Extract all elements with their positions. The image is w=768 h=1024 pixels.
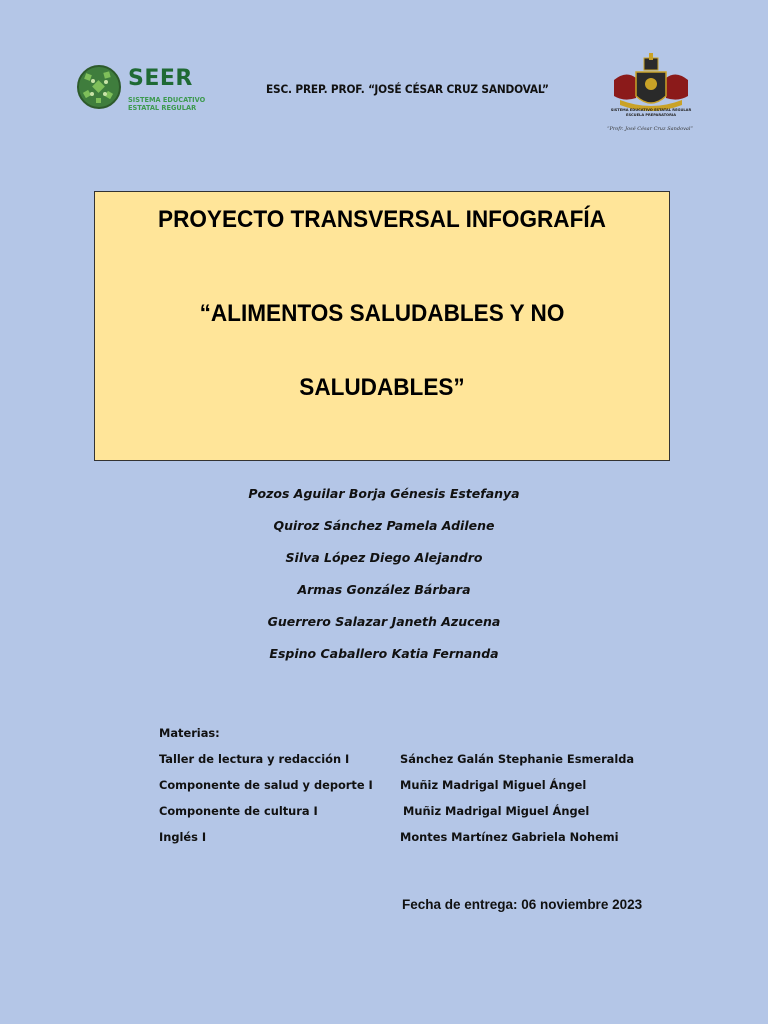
subject-name: Inglés I xyxy=(159,830,207,844)
author-name: Espino Caballero Katia Fernanda xyxy=(269,646,499,661)
author-name: Armas González Bárbara xyxy=(297,582,471,597)
teacher-name: Sánchez Galán Stephanie Esmeralda xyxy=(400,752,635,766)
crest-signature: “Profr. José César Cruz Sandoval” xyxy=(606,126,694,132)
seer-subtitle-line2: ESTATAL REGULAR xyxy=(128,104,197,112)
authors-list xyxy=(0,484,768,676)
teacher-name: Montes Martínez Gabriela Nohemi xyxy=(400,830,619,844)
seer-subtitle xyxy=(128,96,205,112)
teacher-name: Muñiz Madrigal Miguel Ángel xyxy=(403,804,590,818)
crest-caption-line1: SISTEMA EDUCATIVO ESTATAL REGULAR xyxy=(610,108,692,112)
seer-logo xyxy=(76,64,206,116)
title-box xyxy=(94,191,670,461)
subject-row xyxy=(159,804,590,830)
author-name: Silva López Diego Alejandro xyxy=(285,550,483,565)
title-line-3: SALUDABLES” xyxy=(299,374,465,401)
teacher-name: Muñiz Madrigal Miguel Ángel xyxy=(400,778,587,792)
subjects-section xyxy=(159,726,635,856)
author-name: Pozos Aguilar Borja Génesis Estefanya xyxy=(248,486,520,501)
author-name: Guerrero Salazar Janeth Azucena xyxy=(267,614,501,629)
seer-subtitle-line1: SISTEMA EDUCATIVO xyxy=(128,96,206,104)
subject-name: Componente de cultura I xyxy=(159,804,318,818)
subject-row xyxy=(159,830,619,856)
crest-caption xyxy=(604,108,698,118)
subject-name: Componente de salud y deporte I xyxy=(159,778,373,792)
seer-wordmark: SEER xyxy=(128,66,193,91)
school-name: ESC. PREP. PROF. “JOSÉ CÉSAR CRUZ SANDOVAL” xyxy=(266,82,549,96)
subject-row xyxy=(159,752,635,778)
crest-caption-line2: ESCUELA PREPARATORIA xyxy=(626,113,676,117)
subject-name: Taller de lectura y redacción I xyxy=(159,752,350,766)
seer-emblem-icon xyxy=(76,64,122,110)
author-name: Quiroz Sánchez Pamela Adilene xyxy=(273,518,495,533)
subjects-label: Materias: xyxy=(159,726,220,740)
subject-row xyxy=(159,778,587,804)
title-line-1: PROYECTO TRANSVERSAL INFOGRAFÍA xyxy=(158,206,606,233)
title-line-2: “ALIMENTOS SALUDABLES Y NO xyxy=(199,300,565,327)
delivery-date: Fecha de entrega: 06 noviembre 2023 xyxy=(402,897,643,912)
